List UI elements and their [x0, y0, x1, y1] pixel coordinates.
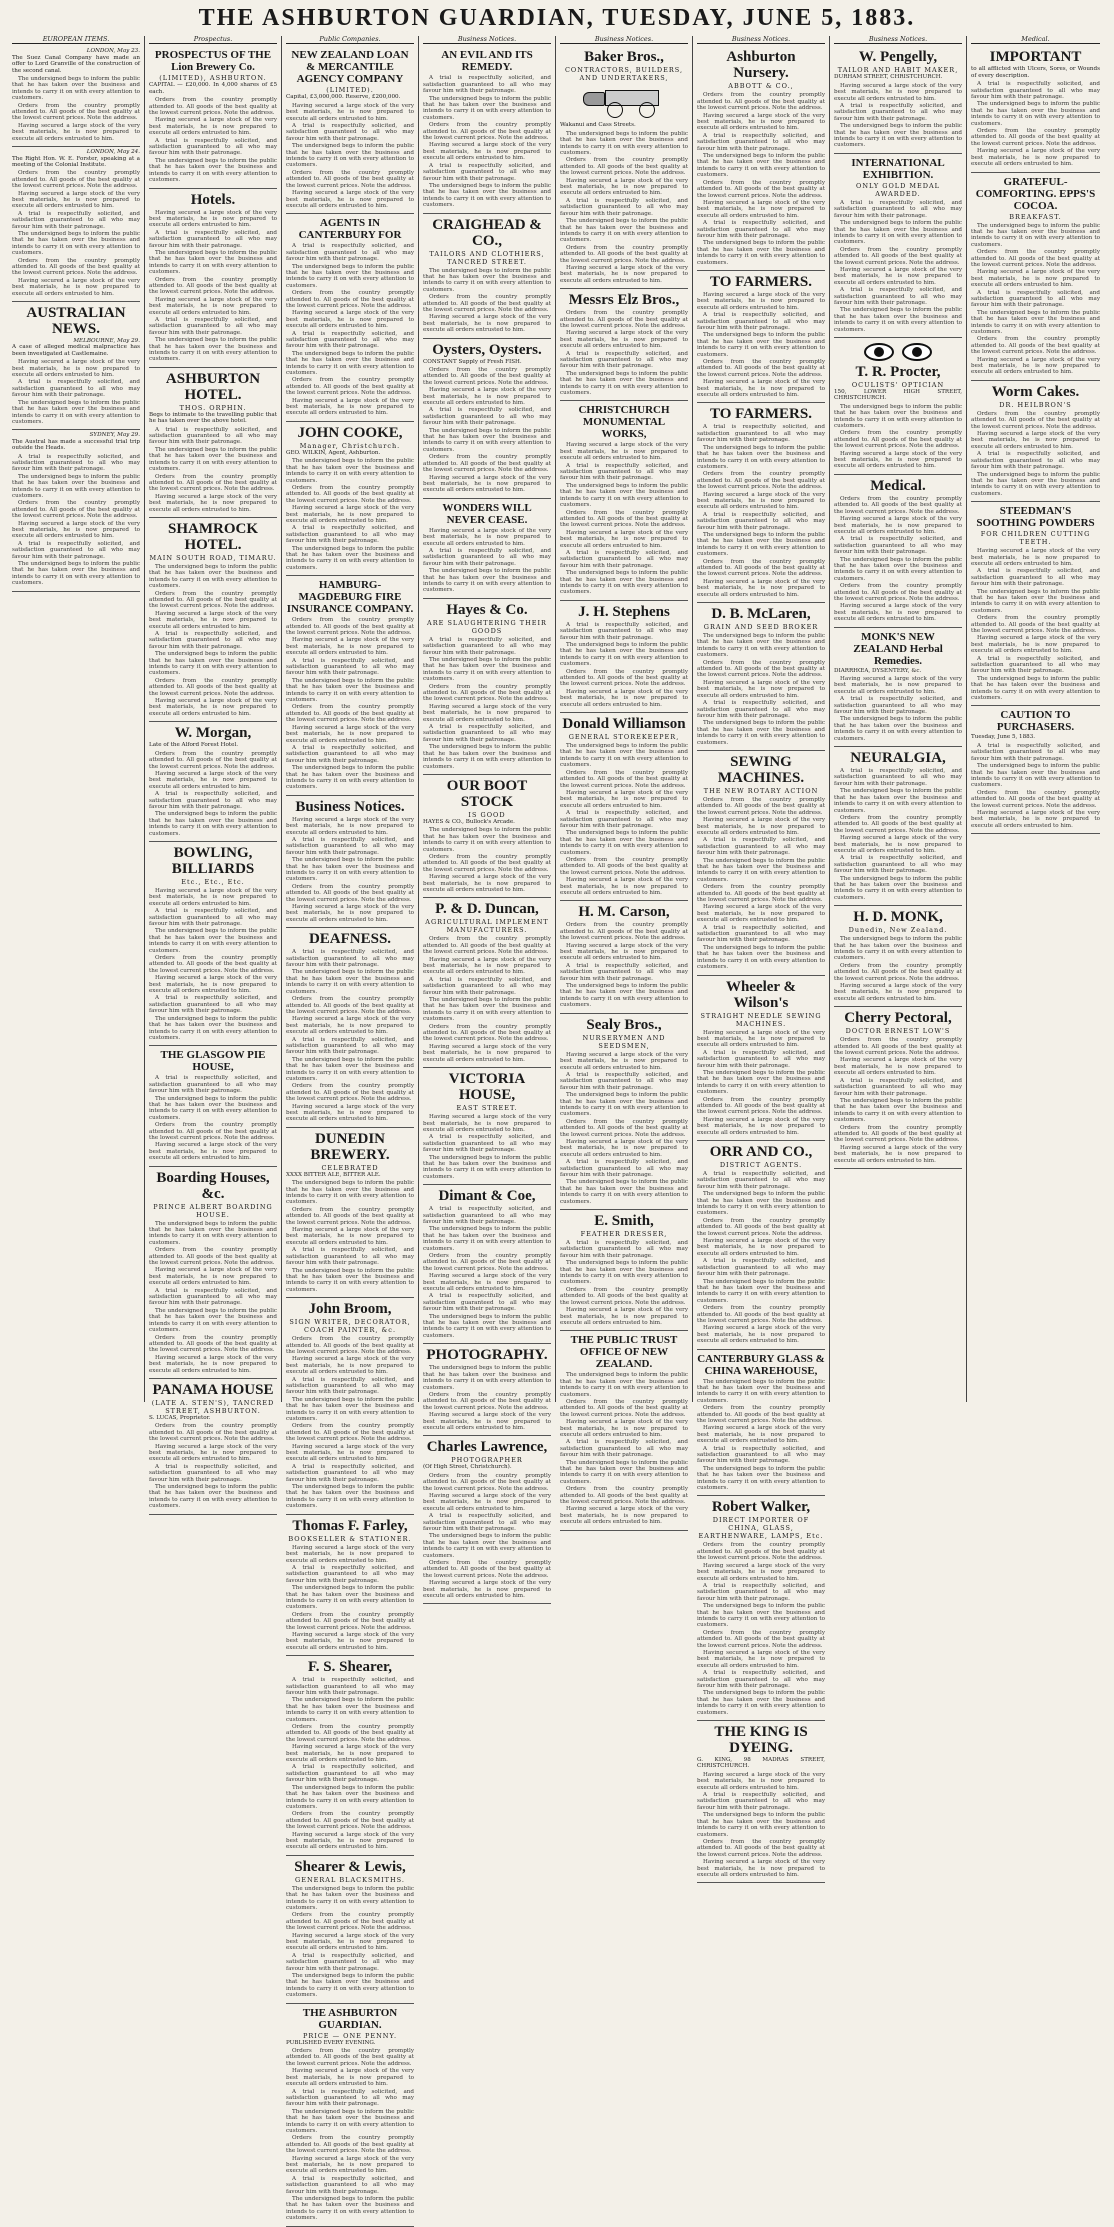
- ad-subtitle: DR. HEILBRON'S: [999, 400, 1072, 409]
- ad-subtitle: DOCTOR ERNEST LOW'S: [845, 1027, 951, 1036]
- advertisement: [697, 46, 825, 271]
- column-heading: Business Notices.: [834, 36, 962, 44]
- ad-subtitle: LONDON, May 24.: [86, 149, 140, 156]
- body-text-lines: A trial is respectfully solicited, and satisfaction guaranteed to all who may favour him with their patronage. The undersigned begs to inform the public that he has taken over the business and intends to carry it on with every attention to customers. Orders from the country promptly attended to. All goods of the best quality at the lowest current prices. Note the address. Having secured a large stock of the very best materials, he is now prepared to execute all orders entrusted to him. A trial is respectfully solicited, and satisfaction guaranteed to all who may favour him with their patronage. The undersigned begs to inform the public that he has taken over the business and intends to carry it on with every attention to customers. Orders from the country promptly attended to. All goods of the best quality at the lowest current prices. Note the address. Having secured a large stock of the very best materials, he is now prepared to execute all orders entrusted to him.: [697, 424, 825, 598]
- column-1: [8, 36, 145, 1402]
- ad-body: 150, LOWER HIGH STREET, CHRISTCHURCH.: [834, 389, 962, 402]
- column-8: [967, 36, 1104, 1402]
- advertisement: [423, 1436, 551, 1604]
- body-text-lines: Having secured a large stock of the very best materials, he is now prepared to execute all orders entrusted to him. A trial is respectfully solicited, and satisfaction guaranteed to all who may favour him with their patronage. The undersigned begs to inform the public that he has taken over the business and intends to carry it on with every attention to customers.: [834, 676, 962, 742]
- advertisement: [149, 1167, 277, 1379]
- body-text-lines: Orders from the country promptly attended to. All goods of the best quality at the lowest current prices. Note the address. Having secured a large stock of the very best materials, he is now prepared to execute all orders entrusted to him. A trial is respectfully solicited, and satisfaction guaranteed to all who may favour him with their patronage. The undersigned begs to inform the public that he has taken over the business and intends to carry it on with every attention to customers. Orders from the country promptly attended to. All goods of the best quality at the lowest current prices. Note the address. Having secured a large stock of the very best materials, he is now prepared to execute all orders entrusted to him.: [834, 495, 962, 623]
- body-text-lines: A trial is respectfully solicited, and satisfaction guaranteed to all who may favour him with their patronage. The undersigned begs to inform the public that he has taken over the business and intends to carry it on with every attention to customers. Orders from the country promptly attended to. All goods of the best quality at the lowest current prices. Note the address. Having secured a large stock of the very best materials, he is now prepared to execute all orders entrusted to him.: [971, 742, 1100, 829]
- ad-title: Oysters, Oysters.: [432, 341, 542, 358]
- ad-body: to all afflicted with Ulcers, Sores, or Wounds of every description.: [971, 66, 1100, 79]
- body-text-lines: Orders from the country promptly attended to. All goods of the best quality at the lowest current prices. Note the address. Having secured a large stock of the very best materials, he is now prepared to execute all orders entrusted to him. A trial is respectfully solicited, and satisfaction guaranteed to all who may favour him with their patronage. The undersigned begs to inform the public that he has taken over the business and intends to carry it on with every attention to customers. Orders from the country promptly attended to. All goods of the best quality at the lowest current prices. Note the address. Having secured a large stock of the very best materials, he is now prepared to execute all orders entrusted to him.: [423, 1472, 551, 1600]
- column-heading: EUROPEAN ITEMS.: [12, 36, 140, 44]
- ad-subtitle: MAIN SOUTH ROAD, TIMARU.: [149, 553, 277, 562]
- advertisement: [834, 46, 962, 153]
- ad-body: Tuesday, June 5, 1883.: [971, 734, 1036, 741]
- body-text-lines: The undersigned begs to inform the public that he has taken over the business and intends to carry it on with every attention to customers. Orders from the country promptly attended to. All goods of the best quality at the lowest current prices. Note the address. Having secured a large stock of the very best materials, he is now prepared to execute all orders entrusted to him. A trial is respectfully solicited, and satisfaction guaranteed to all who may favour him with their patronage. The undersigned begs to inform the public that he has taken over the business and intends to carry it on with every attention to customers. Orders from the country promptly attended to. All goods of the best quality at the lowest current prices. Note the address. Having secured a large stock of the very best materials, he is now prepared to execute all orders entrusted to him.: [560, 1372, 688, 1526]
- ad-title: D. B. McLaren,: [711, 606, 811, 623]
- ad-subtitle: BOOKSELLER & STATIONER.: [288, 1534, 412, 1543]
- ad-title: H. M. Carson,: [578, 904, 670, 921]
- advertisement: [286, 576, 414, 796]
- advertisement: [697, 1496, 825, 1721]
- column-3: [282, 35, 419, 2222]
- advertisement: [286, 1298, 414, 1515]
- column-heading: Business Notices.: [697, 36, 825, 44]
- advertisement: [697, 403, 825, 603]
- ad-title: VICTORIA HOUSE,: [448, 1071, 526, 1104]
- ad-title: NEW ZEALAND LOAN & MERCANTILE AGENCY COMPANY: [291, 49, 409, 86]
- body-text-lines: A trial is respectfully solicited, and satisfaction guaranteed to all who may favour him with their patronage. The undersigned begs to inform the public that he has taken over the business and intends to carry it on with every attention to customers. Orders from the country promptly attended to. All goods of the best quality at the lowest current prices. Note the address. Having secured a large stock of the very best materials, he is now prepared to execute all orders entrusted to him.: [560, 621, 688, 708]
- advertisement: [149, 722, 277, 842]
- ad-subtitle: EAST STREET.: [456, 1104, 518, 1113]
- body-text-lines: Orders from the country promptly attended to. All goods of the best quality at the lowest current prices. Note the address. Having secured a large stock of the very best materials, he is now prepared to execute all orders entrusted to him. A trial is respectfully solicited, and satisfaction guaranteed to all who may favour him with their patronage. The undersigned begs to inform the public that he has taken over the business and intends to carry it on with every attention to customers.: [560, 922, 688, 1009]
- ad-subtitle: GENERAL BLACKSMITHS.: [295, 1875, 405, 1884]
- body-text-lines: Orders from the country promptly attended to. All goods of the best quality at the lowest current prices. Note the address. Having secured a large stock of the very best materials, he is now prepared to execute all orders entrusted to him. A trial is respectfully solicited, and satisfaction guaranteed to all who may favour him with their patronage. The undersigned begs to inform the public that he has taken over the business and intends to carry it on with every attention to customers.: [149, 97, 277, 184]
- ad-subtitle: Manager, Christchurch.: [299, 441, 401, 450]
- ad-body: The Suez Canal Company have made an offer to Lord Granville of the construction of the second canal.: [12, 54, 140, 74]
- ad-subtitle: ONLY GOLD MEDAL AWARDED.: [855, 181, 940, 198]
- body-text-lines: Having secured a large stock of the very best materials, he is now prepared to execute all orders entrusted to him. A trial is respectfully solicited, and satisfaction guaranteed to all who may favour him with their patronage. The undersigned begs to inform the public that he has taken over the business and intends to carry it on with every attention to customers. Orders from the country promptly attended to. All goods of the best quality at the lowest current prices. Note the address. Having secured a large stock of the very best materials, he is now prepared to execute all orders entrusted to him.: [697, 1771, 825, 1878]
- ad-subtitle: CONTRACTORS, BUILDERS, AND UNDERTAKERS,: [564, 66, 684, 83]
- news-item: [12, 147, 140, 302]
- ad-body: Late of the Alford Forest Hotel.: [149, 742, 239, 749]
- ad-title: HAMBURG-MAGDEBURG FIRE INSURANCE COMPANY.: [286, 579, 414, 616]
- body-text-lines: A trial is respectfully solicited, and satisfaction guaranteed to all who may favour him with their patronage. The undersigned begs to inform the public that he has taken over the business and intends to carry it on with every attention to customers. Orders from the country promptly attended to. All goods of the best quality at the lowest current prices. Note the address. Having secured a large stock of the very best materials, he is now prepared to execute all orders entrusted to him.: [560, 1240, 688, 1326]
- advertisement: [423, 1185, 551, 1344]
- ad-title: Medical.: [870, 477, 926, 494]
- ad-body: HAYES & CO., Bullock's Arcade.: [423, 818, 515, 825]
- advertisement: [971, 381, 1100, 502]
- ad-title: Business Notices.: [295, 798, 405, 815]
- body-text-lines: The undersigned begs to inform the public that he has taken over the business and intends to carry it on with every attention to customers. Orders from the country promptly attended to. All goods of the best quality at the lowest current prices. Note the address. Having secured a large stock of the very best materials, he is now prepared to execute all orders entrusted to him. A trial is respectfully solicited, and satisfaction guaranteed to all who may favour him with their patronage. The undersigned begs to inform the public that he has taken over the business and intends to carry it on with every attention to customers. Orders from the country promptly attended to. All goods of the best quality at the lowest current prices. Note the address. Having secured a large stock of the very best materials, he is now prepared to execute all orders entrusted to him.: [560, 130, 688, 284]
- advertisement: [286, 928, 414, 1128]
- ad-title: Sealy Bros.,: [586, 1016, 662, 1033]
- advertisement: [834, 906, 962, 1007]
- body-text-lines: Orders from the country promptly attended to. All goods of the best quality at the lowest current prices. Note the address. Having secured a large stock of the very best materials, he is now prepared to execute all orders entrusted to him. A trial is respectfully solicited, and satisfaction guaranteed to all who may favour him with their patronage. The undersigned begs to inform the public that he has taken over the business and intends to carry it on with every attention to customers. Orders from the country promptly attended to. All goods of the best quality at the lowest current prices. Note the address. Having secured a large stock of the very best materials, he is now prepared to execute all orders entrusted to him.: [12, 170, 140, 297]
- ad-subtitle: MELBOURNE, May 29.: [73, 338, 140, 345]
- column-7: [830, 36, 967, 1402]
- ad-title: John Broom,: [308, 1301, 392, 1318]
- advertisement: [286, 796, 414, 929]
- body-text-lines: Orders from the country promptly attended to. All goods of the best quality at the lowest current prices. Note the address. Having secured a large stock of the very best materials, he is now prepared to execute all orders entrusted to him. A trial is respectfully solicited, and satisfaction guaranteed to all who may favour him with their patronage. The undersigned begs to inform the public that he has taken over the business and intends to carry it on with every attention to customers. Orders from the country promptly attended to. All goods of the best quality at the lowest current prices. Note the address. Having secured a large stock of the very best materials, he is now prepared to execute all orders entrusted to him. A trial is respectfully solicited, and satisfaction guaranteed to all who may favour him with their patronage. The undersigned begs to inform the public that he has taken over the business and intends to carry it on with every attention to customers.: [697, 796, 825, 971]
- body-text-lines: A trial is respectfully solicited, and satisfaction guaranteed to all who may favour him with their patronage. The undersigned begs to inform the public that he has taken over the business and intends to carry it on with every attention to customers. Orders from the country promptly attended to. All goods of the best quality at the lowest current prices. Note the address. Having secured a large stock of the very best materials, he is now prepared to execute all orders entrusted to him. A trial is respectfully solicited, and satisfaction guaranteed to all who may favour him with their patronage. The undersigned begs to inform the public that he has taken over the business and intends to carry it on with every attention to customers. Orders from the country promptly attended to. All goods of the best quality at the lowest current prices. Note the address. Having secured a large stock of the very best materials, he is now prepared to execute all orders entrusted to him.: [697, 1171, 825, 1345]
- body-text-lines: The undersigned begs to inform the public that he has taken over the business and intends to carry it on with every attention to customers. Orders from the country promptly attended to. All goods of the best quality at the lowest current prices. Note the address. Having secured a large stock of the very best materials, he is now prepared to execute all orders entrusted to him.: [423, 267, 551, 334]
- advertisement: [286, 1128, 414, 1298]
- body-text-lines: Orders from the country promptly attended to. All goods of the best quality at the lowest current prices. Note the address. Having secured a large stock of the very best materials, he is now prepared to execute all orders entrusted to him. A trial is respectfully solicited, and satisfaction guaranteed to all who may favour him with their patronage. The undersigned begs to inform the public that he has taken over the business and intends to carry it on with every attention to customers. Orders from the country promptly attended to. All goods of the best quality at the lowest current prices. Note the address. Having secured a large stock of the very best materials, he is now prepared to execute all orders entrusted to him. A trial is respectfully solicited, and satisfaction guaranteed to all who may favour him with their patronage. The undersigned begs to inform the public that he has taken over the business and intends to carry it on with every attention to customers.: [286, 617, 414, 791]
- body-text-lines: Having secured a large stock of the very best materials, he is now prepared to execute all orders entrusted to him. A trial is respectfully solicited, and satisfaction guaranteed to all who may favour him with their patronage. The undersigned begs to inform the public that he has taken over the business and intends to carry it on with every attention to customers.: [12, 359, 140, 425]
- advertisement: [423, 599, 551, 775]
- ad-subtitle: GENERAL STOREKEEPER,: [568, 733, 680, 742]
- body-text-lines: Orders from the country promptly attended to. All goods of the best quality at the lowest current prices. Note the address. Having secured a large stock of the very best materials, he is now prepared to execute all orders entrusted to him. A trial is respectfully solicited, and satisfaction guaranteed to all who may favour him with their patronage. The undersigned begs to inform the public that he has taken over the business and intends to carry it on with every attention to customers. Orders from the country promptly attended to. All goods of the best quality at the lowest current prices. Note the address. Having secured a large stock of the very best materials, he is now prepared to execute all orders entrusted to him.: [423, 367, 551, 494]
- ad-title: Messrs Elz Bros.,: [568, 292, 680, 309]
- news-item: [12, 302, 140, 430]
- ad-title: Dimant & Coe,: [438, 1188, 536, 1205]
- body-text-lines: The undersigned begs to inform the public that he has taken over the business and intends to carry it on with every attention to customers. Orders from the country promptly attended to. All goods of the best quality at the lowest current prices. Note the address. Having secured a large stock of the very best materials, he is now prepared to execute all orders entrusted to him. A trial is respectfully solicited, and satisfaction guaranteed to all who may favour him with their patronage. The undersigned begs to inform the public that he has taken over the business and intends to carry it on with every attention to customers. Orders from the country promptly attended to. All goods of the best quality at the lowest current prices. Note the address. Having secured a large stock of the very best materials, he is now prepared to execute all orders entrusted to him.: [971, 222, 1100, 376]
- column-2: [145, 35, 282, 1510]
- ad-subtitle: TAILORS AND CLOTHIERS, TANCRED STREET.: [429, 249, 545, 266]
- advertisement: [286, 1856, 414, 2004]
- ad-body: The Right Hon. W. E. Forster, speaking at a meeting of the Colonial Institute.: [12, 155, 140, 168]
- ad-title: PROSPECTUS OF THE Lion Brewery Co.: [154, 49, 272, 74]
- ad-subtitle: (LIMITED), ASHBURTON.: [159, 74, 267, 83]
- body-text-lines: A trial is respectfully solicited, and satisfaction guaranteed to all who may favour him with their patronage. The undersigned begs to inform the public that he has taken over the business and intends to carry it on with every attention to customers. Orders from the country promptly attended to. All goods of the best quality at the lowest current prices. Note the address. Having secured a large stock of the very best materials, he is now prepared to execute all orders entrusted to him. A trial is respectfully solicited, and satisfaction guaranteed to all who may favour him with their patronage. The undersigned begs to inform the public that he has taken over the business and intends to carry it on with every attention to customers.: [12, 453, 140, 587]
- advertisement: [697, 1350, 825, 1497]
- body-text-lines: Having secured a large stock of the very best materials, he is now prepared to execute all orders entrusted to him. A trial is respectfully solicited, and satisfaction guaranteed to all who may favour him with their patronage. The undersigned begs to inform the public that he has taken over the business and intends to carry it on with every attention to customers. Orders from the country promptly attended to. All goods of the best quality at the lowest current prices. Note the address. Having secured a large stock of the very best materials, he is now prepared to execute all orders entrusted to him.: [697, 1029, 825, 1136]
- advertisement: [423, 1068, 551, 1185]
- ad-body: GEO. WILKIN, Agent, Ashburton.: [286, 449, 381, 456]
- ad-body: S. LUCAS, Proprietor.: [149, 1414, 211, 1421]
- advertisement: [971, 46, 1100, 172]
- body-text-lines: A trial is respectfully solicited, and satisfaction guaranteed to all who may favour him with their patronage. The undersigned begs to inform the public that he has taken over the business and intends to carry it on with every attention to customers. Orders from the country promptly attended to. All goods of the best quality at the lowest current prices. Note the address. Having secured a large stock of the very best materials, he is now prepared to execute all orders entrusted to him. A trial is respectfully solicited, and satisfaction guaranteed to all who may favour him with their patronage. The undersigned begs to inform the public that he has taken over the business and intends to carry it on with every attention to customers. Orders from the country promptly attended to. All goods of the best quality at the lowest current prices. Note the address. Having secured a large stock of the very best materials, he is now prepared to execute all orders entrusted to him.: [286, 949, 414, 1123]
- advertisement: [697, 1141, 825, 1350]
- ad-title: E. Smith,: [594, 1213, 654, 1230]
- advertisement: [971, 706, 1100, 834]
- ad-title: Cherry Pectoral,: [844, 1010, 952, 1027]
- body-text-lines: Orders from the country promptly attended to. All goods of the best quality at the lowest current prices. Note the address. Having secured a large stock of the very best materials, he is now prepared to execute all orders entrusted to him. A trial is respectfully solicited, and satisfaction guaranteed to all who may favour him with their patronage. The undersigned begs to inform the public that he has taken over the business and intends to carry it on with every attention to customers. Orders from the country promptly attended to. All goods of the best quality at the lowest current prices. Note the address. Having secured a large stock of the very best materials, he is now prepared to execute all orders entrusted to him.: [834, 1037, 962, 1164]
- column-heading: Public Companies.: [286, 36, 414, 44]
- ad-title: Baker Bros.,: [584, 49, 664, 66]
- advertisement: [149, 842, 277, 1046]
- advertisement: [286, 214, 414, 422]
- body-text-lines: The undersigned begs to inform the public that he has taken over the business and intends to carry it on with every attention to customers. Orders from the country promptly attended to. All goods of the best quality at the lowest current prices. Note the address. Having secured a large stock of the very best materials, he is now prepared to execute all orders entrusted to him. A trial is respectfully solicited, and satisfaction guaranteed to all who may favour him with their patronage. The undersigned begs to inform the public that he has taken over the business and intends to carry it on with every attention to customers.: [286, 1885, 414, 1999]
- ad-title: SEWING MACHINES.: [717, 753, 805, 786]
- ad-title: IMPORTANT: [989, 49, 1082, 66]
- ad-subtitle: ABBOTT & CO.,: [728, 82, 794, 91]
- ad-title: CAUTION TO PURCHASERS.: [996, 709, 1075, 734]
- advertisement: [834, 1007, 962, 1169]
- advertisement: [560, 1014, 688, 1210]
- ad-title: Worm Cakes.: [991, 383, 1080, 400]
- ad-body: DURHAM STREET, CHRISTCHURCH.: [834, 74, 943, 81]
- ad-body: Wakanui and Cass Streets.: [560, 122, 636, 129]
- body-text-lines: The undersigned begs to inform the public that he has taken over the business and intends to carry it on with every attention to customers. Orders from the country promptly attended to. All goods of the best quality at the lowest current prices. Note the address. Having secured a large stock of the very best materials, he is now prepared to execute all orders entrusted to him. A trial is respectfully solicited, and satisfaction guaranteed to all who may favour him with their patronage. The undersigned begs to inform the public that he has taken over the business and intends to carry it on with every attention to customers.: [697, 1378, 825, 1492]
- ad-body: DIARRHŒA, DYSENTERY, &c.: [834, 667, 922, 674]
- ad-title: J. H. Stephens: [578, 603, 670, 620]
- advertisement: [560, 1210, 688, 1331]
- ad-title: T. R. Procter,: [855, 364, 941, 380]
- advertisement: [423, 775, 551, 898]
- advertisement: [423, 898, 551, 1068]
- body-text-lines: Having secured a large stock of the very best materials, he is now prepared to execute all orders entrusted to him. A trial is respectfully solicited, and satisfaction guaranteed to all who may favour him with their patronage. The undersigned begs to inform the public that he has taken over the business and intends to carry it on with every attention to customers. Orders from the country promptly attended to. All goods of the best quality at the lowest current prices. Note the address. Having secured a large stock of the very best materials, he is now prepared to execute all orders entrusted to him. A trial is respectfully solicited, and satisfaction guaranteed to all who may favour him with their patronage. The undersigned begs to inform the public that he has taken over the business and intends to carry it on with every attention to customers.: [560, 442, 688, 596]
- body-text-lines: The undersigned begs to inform the public that he has taken over the business and intends to carry it on with every attention to customers. Orders from the country promptly attended to. All goods of the best quality at the lowest current prices. Note the address. Having secured a large stock of the very best materials, he is now prepared to execute all orders entrusted to him. A trial is respectfully solicited, and satisfaction guaranteed to all who may favour him with their patronage. The undersigned begs to inform the public that he has taken over the business and intends to carry it on with every attention to customers. Orders from the country promptly attended to. All goods of the best quality at the lowest current prices. Note the address. Having secured a large stock of the very best materials, he is now prepared to execute all orders entrusted to him.: [149, 563, 277, 717]
- ad-subtitle: FOR CHILDREN CUTTING TEETH.: [980, 530, 1091, 547]
- ad-subtitle: STRAIGHT NEEDLE SEWING MACHINES.: [700, 1011, 822, 1028]
- ad-title: P. & D. Duncan,: [435, 901, 539, 918]
- ad-title: Hayes & Co.: [446, 601, 528, 618]
- advertisement: [149, 189, 277, 368]
- ad-body: XXXX BITTER ALE, BITTER ALE.: [286, 1171, 381, 1178]
- news-item: [12, 46, 140, 147]
- body-text-lines: Having secured a large stock of the very best materials, he is now prepared to execute all orders entrusted to him. A trial is respectfully solicited, and satisfaction guaranteed to all who may favour him with their patronage. The undersigned begs to inform the public that he has taken over the business and intends to carry it on with every attention to customers. Orders from the country promptly attended to. All goods of the best quality at the lowest current prices. Note the address. Having secured a large stock of the very best materials, he is now prepared to execute all orders entrusted to him. A trial is respectfully solicited, and satisfaction guaranteed to all who may favour him with their patronage. The undersigned begs to inform the public that he has taken over the business and intends to carry it on with every attention to customers.: [971, 548, 1100, 702]
- column-4: [419, 35, 556, 1600]
- ad-subtitle: Etc., Etc., Etc.: [181, 877, 245, 886]
- column-heading: Business Notices.: [560, 36, 688, 44]
- body-text-lines: A trial is respectfully solicited, and satisfaction guaranteed to all who may favour him with their patronage. The undersigned begs to inform the public that he has taken over the business and intends to carry it on with every attention to customers. Orders from the country promptly attended to. All goods of the best quality at the lowest current prices. Note the address. Having secured a large stock of the very best materials, he is now prepared to execute all orders entrusted to him. A trial is respectfully solicited, and satisfaction guaranteed to all who may favour him with their patronage. The undersigned begs to inform the public that he has taken over the business and intends to carry it on with every attention to customers.: [834, 768, 962, 901]
- ad-title: THE GLASGOW PIE HOUSE,: [160, 1049, 266, 1074]
- body-text-lines: A trial is respectfully solicited, and satisfaction guaranteed to all who may favour him with their patronage. The undersigned begs to inform the public that he has taken over the business and intends to carry it on with every attention to customers. Orders from the country promptly attended to. All goods of the best quality at the lowest current prices. Note the address. Having secured a large stock of the very best materials, he is now prepared to execute all orders entrusted to him. A trial is respectfully solicited, and satisfaction guaranteed to all who may favour him with their patronage. The undersigned begs to inform the public that he has taken over the business and intends to carry it on with every attention to customers. Orders from the country promptly attended to. All goods of the best quality at the lowest current prices. Note the address. Having secured a large stock of the very best materials, he is now prepared to execute all orders entrusted to him.: [286, 243, 414, 417]
- advertisement: [286, 2004, 414, 2227]
- ad-title: MONK'S NEW ZEALAND Herbal Remedies.: [853, 630, 943, 667]
- body-text-lines: Orders from the country promptly attended to. All goods of the best quality at the lowest current prices. Note the address. Having secured a large stock of the very best materials, he is now prepared to execute all orders entrusted to him. A trial is respectfully solicited, and satisfaction guaranteed to all who may favour him with their patronage. The undersigned begs to inform the public that he has taken over the business and intends to carry it on with every attention to customers.: [149, 1423, 277, 1510]
- body-text-lines: Having secured a large stock of the very best materials, he is now prepared to execute all orders entrusted to him. A trial is respectfully solicited, and satisfaction guaranteed to all who may favour him with their patronage. The undersigned begs to inform the public that he has taken over the business and intends to carry it on with every attention to customers. Orders from the country promptly attended to. All goods of the best quality at the lowest current prices. Note the address. Having secured a large stock of the very best materials, he is now prepared to execute all orders entrusted to him.: [286, 102, 414, 209]
- masthead: THE ASHBURTON GUARDIAN, TUESDAY, JUNE 5, 1883.: [198, 5, 916, 31]
- body-text-lines: A trial is respectfully solicited, and satisfaction guaranteed to all who may favour him with their patronage. The undersigned begs to inform the public that he has taken over the business and intends to carry it on with every attention to customers. Orders from the country promptly attended to. All goods of the best quality at the lowest current prices. Note the address. Having secured a large stock of the very best materials, he is now prepared to execute all orders entrusted to him. A trial is respectfully solicited, and satisfaction guaranteed to all who may favour him with their patronage. The undersigned begs to inform the public that he has taken over the business and intends to carry it on with every attention to customers.: [423, 1206, 551, 1339]
- ad-subtitle: DISTRICT AGENTS.: [719, 1161, 803, 1169]
- ad-title: DUNEDIN BREWERY.: [310, 1130, 390, 1163]
- ad-title: Charles Lawrence,: [426, 1439, 548, 1456]
- ad-title: Hotels.: [190, 191, 236, 208]
- ad-subtitle: DIRECT IMPORTER OF CHINA, GLASS, EARTHENWARE, LAMPS, Etc.: [698, 1516, 824, 1541]
- advertisement: [834, 338, 962, 475]
- ad-title: CANTERBURY GLASS & CHINA WAREHOUSE,: [697, 1352, 825, 1377]
- ad-title: THE ASHBURTON GUARDIAN.: [302, 2006, 398, 2031]
- ad-title: GRATEFUL-COMFORTING. EPPS'S COCOA.: [975, 175, 1096, 212]
- ad-subtitle: PRICE — ONE PENNY.: [302, 2031, 398, 2040]
- advertisement: [971, 173, 1100, 381]
- body-text-lines: Having secured a large stock of the very best materials, he is now prepared to execute all orders entrusted to him. A trial is respectfully solicited, and satisfaction guaranteed to all who may favour him with their patronage. The undersigned begs to inform the public that he has taken over the business and intends to carry it on with every attention to customers. Orders from the country promptly attended to. All goods of the best quality at the lowest current prices. Note the address. Having secured a large stock of the very best materials, he is now prepared to execute all orders entrusted to him.: [697, 291, 825, 399]
- ad-subtitle: CELEBRATED: [321, 1163, 379, 1172]
- body-text-lines: Having secured a large stock of the very best materials, he is now prepared to execute all orders entrusted to him. A trial is respectfully solicited, and satisfaction guaranteed to all who may favour him with their patronage. The undersigned begs to inform the public that he has taken over the business and intends to carry it on with every attention to customers. Orders from the country promptly attended to. All goods of the best quality at the lowest current prices. Note the address. Having secured a large stock of the very best materials, he is now prepared to execute all orders entrusted to him.: [286, 1544, 414, 1651]
- column-heading: Business Notices.: [423, 36, 551, 44]
- ad-title: AN EVIL AND ITS REMEDY.: [441, 49, 533, 74]
- ad-subtitle: (LIMITED).: [326, 86, 374, 95]
- ad-title: INTERNATIONAL EXHIBITION.: [851, 156, 945, 181]
- ad-title: TO FARMERS.: [710, 273, 812, 290]
- body-text-lines: The undersigned begs to inform the public that he has taken over the business and intends to carry it on with every attention to customers. Orders from the country promptly attended to. All goods of the best quality at the lowest current prices. Note the address. Having secured a large stock of the very best materials, he is now prepared to execute all orders entrusted to him.: [834, 936, 962, 1002]
- ad-title: Robert Walker,: [711, 1499, 811, 1516]
- advertisement: [560, 901, 688, 1013]
- advertisement: [423, 214, 551, 339]
- advertisement: [834, 475, 962, 628]
- ad-body: PUBLISHED EVERY EVENING.: [286, 2039, 376, 2046]
- ad-body: CONSTANT Supply of Fresh FISH.: [423, 358, 522, 365]
- ad-title: STEEDMAN'S SOOTHING POWDERS: [976, 505, 1095, 530]
- advertisement: [560, 289, 688, 401]
- column-6: [693, 35, 830, 1878]
- ad-subtitle: NURSERYMEN AND SEEDSMEN,: [582, 1033, 666, 1050]
- body-text-lines: Having secured a large stock of the very best materials, he is now prepared to execute all orders entrusted to him. A trial is respectfully solicited, and satisfaction guaranteed to all who may favour him with their patronage. The undersigned begs to inform the public that he has taken over the business and intends to carry it on with every attention to customers. Orders from the country promptly attended to. All goods of the best quality at the lowest current prices. Note the address. Having secured a large stock of the very best materials, he is now prepared to execute all orders entrusted to him. A trial is respectfully solicited, and satisfaction guaranteed to all who may favour him with their patronage. The undersigned begs to inform the public that he has taken over the business and intends to carry it on with every attention to customers.: [149, 209, 277, 363]
- body-text-lines: Having secured a large stock of the very best materials, he is now prepared to execute all orders entrusted to him. A trial is respectfully solicited, and satisfaction guaranteed to all who may favour him with their patronage. The undersigned begs to inform the public that he has taken over the business and intends to carry it on with every attention to customers. Orders from the country promptly attended to. All goods of the best quality at the lowest current prices. Note the address. Having secured a large stock of the very best materials, he is now prepared to execute all orders entrusted to him.: [286, 816, 414, 923]
- ad-body: Begs to intimate to the travelling public that he has taken over the above hotel.: [149, 411, 277, 425]
- news-item: [12, 430, 140, 591]
- ad-subtitle: PRINCE ALBERT BOARDING HOUSE.: [153, 1202, 273, 1219]
- ad-title: SHAMROCK HOTEL.: [168, 520, 258, 553]
- ad-title: W. Morgan,: [174, 725, 252, 742]
- ad-subtitle: LONDON, May 23.: [86, 48, 140, 55]
- ad-subtitle: TAILOR AND HABIT MAKER,: [837, 66, 959, 75]
- body-text-lines: The undersigned begs to inform the public that he has taken over the business and intends to carry it on with every attention to customers. Orders from the country promptly attended to. All goods of the best quality at the lowest current prices. Note the address. Having secured a large stock of the very best materials, he is now prepared to execute all orders entrusted to him.: [423, 827, 551, 893]
- body-text-lines: The undersigned begs to inform the public that he has taken over the business and intends to carry it on with every attention to customers. Orders from the country promptly attended to. All goods of the best quality at the lowest current prices. Note the address. Having secured a large stock of the very best materials, he is now prepared to execute all orders entrusted to him. A trial is respectfully solicited, and satisfaction guaranteed to all who may favour him with their patronage. The undersigned begs to inform the public that he has taken over the business and intends to carry it on with every attention to customers.: [286, 1180, 414, 1293]
- ad-subtitle: (LATE A. STEN'S), TANCRED STREET, ASHBURTON.: [151, 1398, 275, 1415]
- ad-title: F. S. Shearer,: [307, 1659, 393, 1676]
- ad-title: CRAIGHEAD & CO.,: [432, 216, 542, 249]
- eye-icon: [864, 343, 894, 361]
- ad-title: W. Pengelly,: [858, 49, 938, 66]
- body-text-lines: The undersigned begs to inform the public that he has taken over the business and intends to carry it on with every attention to customers. Orders from the country promptly attended to. All goods of the best quality at the lowest current prices. Note the address. Having secured a large stock of the very best materials, he is now prepared to execute all orders entrusted to him. A trial is respectfully solicited, and satisfaction guaranteed to all who may favour him with their patronage. The undersigned begs to inform the public that he has taken over the business and intends to carry it on with every attention to customers.: [286, 458, 414, 571]
- advertisement: [971, 502, 1100, 706]
- ad-subtitle: IS GOOD: [468, 810, 506, 819]
- advertisement: [423, 339, 551, 499]
- ad-title: THE KING IS DYEING.: [714, 1724, 808, 1757]
- advertisement: [834, 747, 962, 906]
- body-text-lines: Orders from the country promptly attended to. All goods of the best quality at the lowest current prices. Note the address. Having secured a large stock of the very best materials, he is now prepared to execute all orders entrusted to him. A trial is respectfully solicited, and satisfaction guaranteed to all who may favour him with their patronage. The undersigned begs to inform the public that he has taken over the business and intends to carry it on with every attention to customers. Orders from the country promptly attended to. All goods of the best quality at the lowest current prices. Note the address. Having secured a large stock of the very best materials, he is now prepared to execute all orders entrusted to him.: [423, 936, 551, 1063]
- advertisement: [286, 422, 414, 576]
- body-text-lines: Having secured a large stock of the very best materials, he is now prepared to execute all orders entrusted to him. A trial is respectfully solicited, and satisfaction guaranteed to all who may favour him with their patronage. The undersigned begs to inform the public that he has taken over the business and intends to carry it on with every attention to customers. Orders from the country promptly attended to. All goods of the best quality at the lowest current prices. Note the address. Having secured a large stock of the very best materials, he is now prepared to execute all orders entrusted to him. A trial is respectfully solicited, and satisfaction guaranteed to all who may favour him with their patronage. The undersigned begs to inform the public that he has taken over the business and intends to carry it on with every attention to customers.: [149, 887, 277, 1041]
- ad-title: OUR BOOT STOCK: [446, 777, 528, 810]
- column-5: [556, 35, 693, 1526]
- body-text-lines: Having secured a large stock of the very best materials, he is now prepared to execute all orders entrusted to him. A trial is respectfully solicited, and satisfaction guaranteed to all who may favour him with their patronage. The undersigned begs to inform the public that he has taken over the business and intends to carry it on with every attention to customers.: [834, 82, 962, 149]
- ad-title: DEAFNESS.: [308, 931, 392, 948]
- body-text-lines: Orders from the country promptly attended to. All goods of the best quality at the lowest current prices. Note the address. Having secured a large stock of the very best materials, he is now prepared to execute all orders entrusted to him. A trial is respectfully solicited, and satisfaction guaranteed to all who may favour him with their patronage. The undersigned begs to inform the public that he has taken over the business and intends to carry it on with every attention to customers.: [560, 310, 688, 397]
- ad-title: Boarding Houses, &c.: [156, 1169, 270, 1202]
- ad-title: NEURALGIA,: [850, 750, 946, 767]
- advertisement: [149, 1046, 277, 1166]
- body-text-lines: Orders from the country promptly attended to. All goods of the best quality at the lowest current prices. Note the address. Having secured a large stock of the very best materials, he is now prepared to execute all orders entrusted to him. A trial is respectfully solicited, and satisfaction guaranteed to all who may favour him with their patronage. The undersigned begs to inform the public that he has taken over the business and intends to carry it on with every attention to customers. Orders from the country promptly attended to. All goods of the best quality at the lowest current prices. Note the address. Having secured a large stock of the very best materials, he is now prepared to execute all orders entrusted to him. A trial is respectfully solicited, and satisfaction guaranteed to all who may favour him with their patronage. The undersigned begs to inform the public that he has taken over the business and intends to carry it on with every attention to customers.: [286, 1336, 414, 1510]
- ad-subtitle: GRAIN AND SEED BROKER: [703, 623, 819, 632]
- ad-body: Capital, £3,000,000. Reserve, £200,000.: [286, 94, 401, 101]
- advertisement: [149, 518, 277, 722]
- ad-subtitle: THOS. ORPHIN.: [179, 403, 247, 412]
- ad-title: JOHN COOKE,: [297, 424, 403, 441]
- body-text-lines: Orders from the country promptly attended to. All goods of the best quality at the lowest current prices. Note the address. Having secured a large stock of the very best materials, he is now prepared to execute all orders entrusted to him. A trial is respectfully solicited, and satisfaction guaranteed to all who may favour him with their patronage. The undersigned begs to inform the public that he has taken over the business and intends to carry it on with every attention to customers.: [971, 410, 1100, 497]
- body-text-lines: A trial is respectfully solicited, and satisfaction guaranteed to all who may favour him with their patronage. The undersigned begs to inform the public that he has taken over the business and intends to carry it on with every attention to customers. Orders from the country promptly attended to. All goods of the best quality at the lowest current prices. Note the address. Having secured a large stock of the very best materials, he is now prepared to execute all orders entrusted to him. A trial is respectfully solicited, and satisfaction guaranteed to all who may favour him with their patronage. The undersigned begs to inform the public that he has taken over the business and intends to carry it on with every attention to customers.: [834, 199, 962, 333]
- ad-title: PHOTOGRAPHY.: [426, 1347, 548, 1364]
- ad-title: Donald Williamson: [562, 716, 686, 733]
- advertisement: [286, 46, 414, 214]
- advertisement: [423, 499, 551, 599]
- ad-title: THE PUBLIC TRUST OFFICE OF NEW ZEALAND.: [570, 1334, 678, 1371]
- ad-title: PANAMA HOUSE: [152, 1381, 274, 1398]
- advertisement: [834, 154, 962, 338]
- ad-title: AGENTS IN CANTERBURY FOR: [298, 217, 402, 242]
- ad-body: (Of High Street, Christchurch).: [423, 1464, 512, 1471]
- body-text-lines: Orders from the country promptly attended to. All goods of the best quality at the lowest current prices. Note the address. Having secured a large stock of the very best materials, he is now prepared to execute all orders entrusted to him. A trial is respectfully solicited, and satisfaction guaranteed to all who may favour him with their patronage. The undersigned begs to inform the public that he has taken over the business and intends to carry it on with every attention to customers. Orders from the country promptly attended to. All goods of the best quality at the lowest current prices. Note the address. Having secured a large stock of the very best materials, he is now prepared to execute all orders entrusted to him. A trial is respectfully solicited, and satisfaction guaranteed to all who may favour him with their patronage. The undersigned begs to inform the public that he has taken over the business and intends to carry it on with every attention to customers.: [286, 2048, 414, 2222]
- body-text-lines: A trial is respectfully solicited, and satisfaction guaranteed to all who may favour him with their patronage. The undersigned begs to inform the public that he has taken over the business and intends to carry it on with every attention to customers. Orders from the country promptly attended to. All goods of the best quality at the lowest current prices. Note the address. Having secured a large stock of the very best materials, he is now prepared to execute all orders entrusted to him. A trial is respectfully solicited, and satisfaction guaranteed to all who may favour him with their patronage. The undersigned begs to inform the public that he has taken over the business and intends to carry it on with every attention to customers.: [423, 75, 551, 209]
- body-text-lines: A trial is respectfully solicited, and satisfaction guaranteed to all who may favour him with their patronage. The undersigned begs to inform the public that he has taken over the business and intends to carry it on with every attention to customers. Orders from the country promptly attended to. All goods of the best quality at the lowest current prices. Note the address. Having secured a large stock of the very best materials, he is now prepared to execute all orders entrusted to him.: [149, 426, 277, 513]
- body-text-lines: A trial is respectfully solicited, and satisfaction guaranteed to all who may favour him with their patronage. The undersigned begs to inform the public that he has taken over the business and intends to carry it on with every attention to customers. Orders from the country promptly attended to. All goods of the best quality at the lowest current prices. Note the address. Having secured a large stock of the very best materials, he is now prepared to execute all orders entrusted to him.: [971, 81, 1100, 168]
- advertisement: [697, 1721, 825, 1883]
- advertisement: [560, 713, 688, 901]
- ad-title: TO FARMERS.: [710, 406, 812, 423]
- body-text-lines: Orders from the country promptly attended to. All goods of the best quality at the lowest current prices. Note the address. Having secured a large stock of the very best materials, he is now prepared to execute all orders entrusted to him. A trial is respectfully solicited, and satisfaction guaranteed to all who may favour him with their patronage. The undersigned begs to inform the public that he has taken over the business and intends to carry it on with every attention to customers. Orders from the country promptly attended to. All goods of the best quality at the lowest current prices. Note the address. Having secured a large stock of the very best materials, he is now prepared to execute all orders entrusted to him. A trial is respectfully solicited, and satisfaction guaranteed to all who may favour him with their patronage. The undersigned begs to inform the public that he has taken over the business and intends to carry it on with every attention to customers.: [697, 1542, 825, 1716]
- advertisement: [286, 1656, 414, 1856]
- advertisement: [697, 751, 825, 976]
- body-text-lines: Having secured a large stock of the very best materials, he is now prepared to execute all orders entrusted to him. A trial is respectfully solicited, and satisfaction guaranteed to all who may favour him with their patronage. The undersigned begs to inform the public that he has taken over the business and intends to carry it on with every attention to customers. Orders from the country promptly attended to. All goods of the best quality at the lowest current prices. Note the address. Having secured a large stock of the very best materials, he is now prepared to execute all orders entrusted to him. A trial is respectfully solicited, and satisfaction guaranteed to all who may favour him with their patronage. The undersigned begs to inform the public that he has taken over the business and intends to carry it on with every attention to customers.: [560, 1051, 688, 1205]
- ad-title: WONDERS WILL NEVER CEASE.: [442, 501, 532, 526]
- ad-title: Wheeler & Wilson's: [725, 978, 797, 1011]
- advertisement: [834, 628, 962, 747]
- ad-title: Shearer & Lewis,: [294, 1858, 406, 1875]
- ad-title: Ashburton Nursery.: [726, 49, 796, 82]
- body-text-lines: The undersigned begs to inform the public that he has taken over the business and intends to carry it on with every attention to customers. Orders from the country promptly attended to. All goods of the best quality at the lowest current prices. Note the address. Having secured a large stock of the very best materials, he is now prepared to execute all orders entrusted to him. A trial is respectfully solicited, and satisfaction guaranteed to all who may favour him with their patronage. The undersigned begs to inform the public that he has taken over the business and intends to carry it on with every attention to customers.: [697, 633, 825, 746]
- ad-body: CAPITAL — £20,000. In 4,000 shares of £5 each.: [149, 82, 277, 95]
- body-text-lines: A trial is respectfully solicited, and satisfaction guaranteed to all who may favour him with their patronage. The undersigned begs to inform the public that he has taken over the business and intends to carry it on with every attention to customers. Orders from the country promptly attended to. All goods of the best quality at the lowest current prices. Note the address. Having secured a large stock of the very best materials, he is now prepared to execute all orders entrusted to him. A trial is respectfully solicited, and satisfaction guaranteed to all who may favour him with their patronage. The undersigned begs to inform the public that he has taken over the business and intends to carry it on with every attention to customers.: [423, 636, 551, 770]
- body-text-lines: The undersigned begs to inform the public that he has taken over the business and intends to carry it on with every attention to customers. Orders from the country promptly attended to. All goods of the best quality at the lowest current prices. Note the address. Having secured a large stock of the very best materials, he is now prepared to execute all orders entrusted to him. A trial is respectfully solicited, and satisfaction guaranteed to all who may favour him with their patronage. The undersigned begs to inform the public that he has taken over the business and intends to carry it on with every attention to customers. Orders from the country promptly attended to. All goods of the best quality at the lowest current prices. Note the address. Having secured a large stock of the very best materials, he is now prepared to execute all orders entrusted to him.: [560, 743, 688, 896]
- column-heading: Prospectus.: [149, 36, 277, 44]
- advertisement: [560, 46, 688, 289]
- advertisement: [560, 601, 688, 713]
- body-text-lines: The undersigned begs to inform the public that he has taken over the business and intends to carry it on with every attention to customers. Orders from the country promptly attended to. All goods of the best quality at the lowest current prices. Note the address. Having secured a large stock of the very best materials, he is now prepared to execute all orders entrusted to him. A trial is respectfully solicited, and satisfaction guaranteed to all who may favour him with their patronage. The undersigned begs to inform the public that he has taken over the business and intends to carry it on with every attention to customers. Orders from the country promptly attended to. All goods of the best quality at the lowest current prices. Note the address. Having secured a large stock of the very best materials, he is now prepared to execute all orders entrusted to him.: [149, 1220, 277, 1374]
- ad-body: G. KING, 98 MADRAS STREET, CHRISTCHURCH.: [697, 1757, 825, 1770]
- ad-title: Thomas F. Farley,: [292, 1517, 408, 1534]
- ad-subtitle: PHOTOGRAPHER: [451, 1456, 523, 1465]
- ad-title: AUSTRALIAN NEWS.: [26, 305, 126, 338]
- eyes-illustration: [834, 343, 962, 361]
- body-text-lines: Orders from the country promptly attended to. All goods of the best quality at the lowest current prices. Note the address. Having secured a large stock of the very best materials, he is now prepared to execute all orders entrusted to him. A trial is respectfully solicited, and satisfaction guaranteed to all who may favour him with their patronage. The undersigned begs to inform the public that he has taken over the business and intends to carry it on with every attention to customers. Orders from the country promptly attended to. All goods of the best quality at the lowest current prices. Note the address. Having secured a large stock of the very best materials, he is now prepared to execute all orders entrusted to him. A trial is respectfully solicited, and satisfaction guaranteed to all who may favour him with their patronage. The undersigned begs to inform the public that he has taken over the business and intends to carry it on with every attention to customers.: [697, 92, 825, 266]
- ad-subtitle: FEATHER DRESSER,: [580, 1230, 668, 1239]
- advertisement: [697, 271, 825, 404]
- ad-subtitle: OCULISTS' OPTICIAN: [851, 381, 945, 389]
- horse-cart-illustration: [581, 86, 667, 118]
- ad-subtitle: SYDNEY, May 29.: [89, 432, 140, 439]
- advertisement: [149, 46, 277, 188]
- column-heading: Medical.: [971, 36, 1100, 44]
- advertisement: [560, 1331, 688, 1530]
- body-text-lines: A trial is respectfully solicited, and satisfaction guaranteed to all who may favour him with their patronage. The undersigned begs to inform the public that he has taken over the business and intends to carry it on with every attention to customers. Orders from the country promptly attended to. All goods of the best quality at the lowest current prices. Note the address. Having secured a large stock of the very best materials, he is now prepared to execute all orders entrusted to him. A trial is respectfully solicited, and satisfaction guaranteed to all who may favour him with their patronage. The undersigned begs to inform the public that he has taken over the business and intends to carry it on with every attention to customers. Orders from the country promptly attended to. All goods of the best quality at the lowest current prices. Note the address. Having secured a large stock of the very best materials, he is now prepared to execute all orders entrusted to him.: [286, 1677, 414, 1851]
- advertisement: [560, 401, 688, 600]
- advertisement: [423, 46, 551, 213]
- advertisement: [286, 1515, 414, 1657]
- ad-subtitle: THE NEW ROTARY ACTION: [703, 786, 819, 795]
- ad-title: H. D. MONK,: [853, 909, 943, 926]
- ad-subtitle: AGRICULTURAL IMPLEMENT MANUFACTURERS.: [425, 918, 549, 935]
- ad-title: CHRISTCHURCH MONUMENTAL WORKS,: [578, 404, 670, 441]
- body-text-lines: Having secured a large stock of the very best materials, he is now prepared to execute all orders entrusted to him. A trial is respectfully solicited, and satisfaction guaranteed to all who may favour him with their patronage. The undersigned begs to inform the public that he has taken over the business and intends to carry it on with every attention to customers.: [423, 527, 551, 594]
- body-text-lines: The undersigned begs to inform the public that he has taken over the business and intends to carry it on with every attention to customers. Orders from the country promptly attended to. All goods of the best quality at the lowest current prices. Note the address. Having secured a large stock of the very best materials, he is now prepared to execute all orders entrusted to him.: [12, 76, 140, 142]
- body-text-lines: A trial is respectfully solicited, and satisfaction guaranteed to all who may favour him with their patronage. The undersigned begs to inform the public that he has taken over the business and intends to carry it on with every attention to customers. Orders from the country promptly attended to. All goods of the best quality at the lowest current prices. Note the address. Having secured a large stock of the very best materials, he is now prepared to execute all orders entrusted to him.: [149, 1075, 277, 1162]
- body-text-lines: Having secured a large stock of the very best materials, he is now prepared to execute all orders entrusted to him. A trial is respectfully solicited, and satisfaction guaranteed to all who may favour him with their patronage. The undersigned begs to inform the public that he has taken over the business and intends to carry it on with every attention to customers.: [423, 1114, 551, 1180]
- advertisement: [149, 1379, 277, 1515]
- advertisement: [149, 368, 277, 518]
- ad-body: A case of alleged medical malpractice has been investigated at Castlemaine.: [12, 344, 140, 357]
- ad-title: ORR AND CO.,: [709, 1144, 813, 1160]
- eye-icon: [902, 343, 932, 361]
- advertisement: [423, 1344, 551, 1436]
- advertisement: [697, 603, 825, 751]
- advertisement: [697, 976, 825, 1142]
- ad-subtitle: ARE SLAUGHTERING THEIR GOODS: [427, 618, 547, 635]
- ad-body: The Austral has made a successful trial trip outside the Heads.: [12, 438, 140, 452]
- body-text-lines: The undersigned begs to inform the public that he has taken over the business and intends to carry it on with every attention to customers. Orders from the country promptly attended to. All goods of the best quality at the lowest current prices. Note the address. Having secured a large stock of the very best materials, he is now prepared to execute all orders entrusted to him.: [423, 1365, 551, 1431]
- body-text-lines: The undersigned begs to inform the public that he has taken over the business and intends to carry it on with every attention to customers. Orders from the country promptly attended to. All goods of the best quality at the lowest current prices. Note the address. Having secured a large stock of the very best materials, he is now prepared to execute all orders entrusted to him.: [834, 403, 962, 470]
- ad-subtitle: BREAKFAST.: [1009, 212, 1062, 221]
- body-text-lines: Orders from the country promptly attended to. All goods of the best quality at the lowest current prices. Note the address. Having secured a large stock of the very best materials, he is now prepared to execute all orders entrusted to him. A trial is respectfully solicited, and satisfaction guaranteed to all who may favour him with their patronage. The undersigned begs to inform the public that he has taken over the business and intends to carry it on with every attention to customers.: [149, 750, 277, 837]
- ad-subtitle: SIGN WRITER, DECORATOR, COACH PAINTER, &c.: [289, 1318, 411, 1335]
- ad-title: BOWLING, BILLIARDS: [171, 844, 255, 877]
- ad-title: ASHBURTON HOTEL.: [165, 370, 261, 403]
- ad-subtitle: Dunedin, New Zealand.: [848, 926, 948, 935]
- columns: [8, 35, 1106, 2222]
